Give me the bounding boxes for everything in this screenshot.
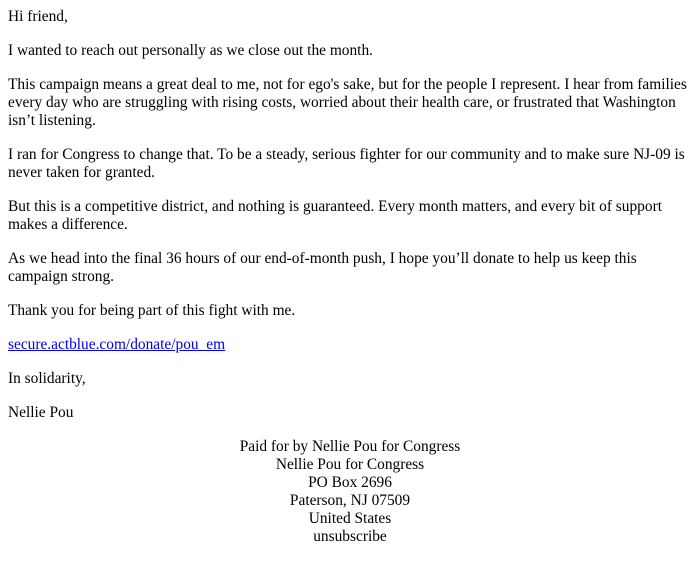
address-country: United States [308, 510, 392, 527]
paragraph-donate-ask: As we head into the final 36 hours of our end-of-month push, I hope you’ll donate to help us keep this campaign strong. [8, 250, 637, 285]
donate-link-paragraph [8, 336, 692, 354]
address-city: Paterson, NJ 07509 [289, 492, 411, 509]
paragraph-thanks: Thank you for being part of this fight with me. [8, 302, 296, 319]
paragraph-campaign: This campaign means a great deal to me, not for ego's sake, but for the people I represent. I hear from families every day who are struggling with rising costs, worried about their health care, or frustrated that Washington isn’t listening. [8, 76, 687, 129]
email-footer [0, 438, 700, 546]
paragraph-intro: I wanted to reach out personally as we close out the month. [8, 42, 373, 59]
committee-name: Nellie Pou for Congress [275, 456, 425, 473]
paid-for-disclaimer: Paid for by Nellie Pou for Congress [239, 438, 461, 455]
paragraph-competitive: But this is a competitive district, and nothing is guaranteed. Every month matters, and every bit of support makes a difference. [8, 198, 662, 233]
closing: In solidarity, [8, 370, 86, 387]
donate-link[interactable]: secure.actblue.com/donate/pou_em [8, 336, 226, 353]
address-po-box: PO Box 2696 [308, 474, 392, 491]
unsubscribe-link[interactable]: unsubscribe [313, 528, 387, 545]
paragraph-congress: I ran for Congress to change that. To be a steady, serious fighter for our community and to make sure NJ-09 is never taken for granted. [8, 146, 685, 181]
greeting: Hi friend, [8, 8, 68, 25]
signature: Nellie Pou [8, 404, 74, 421]
